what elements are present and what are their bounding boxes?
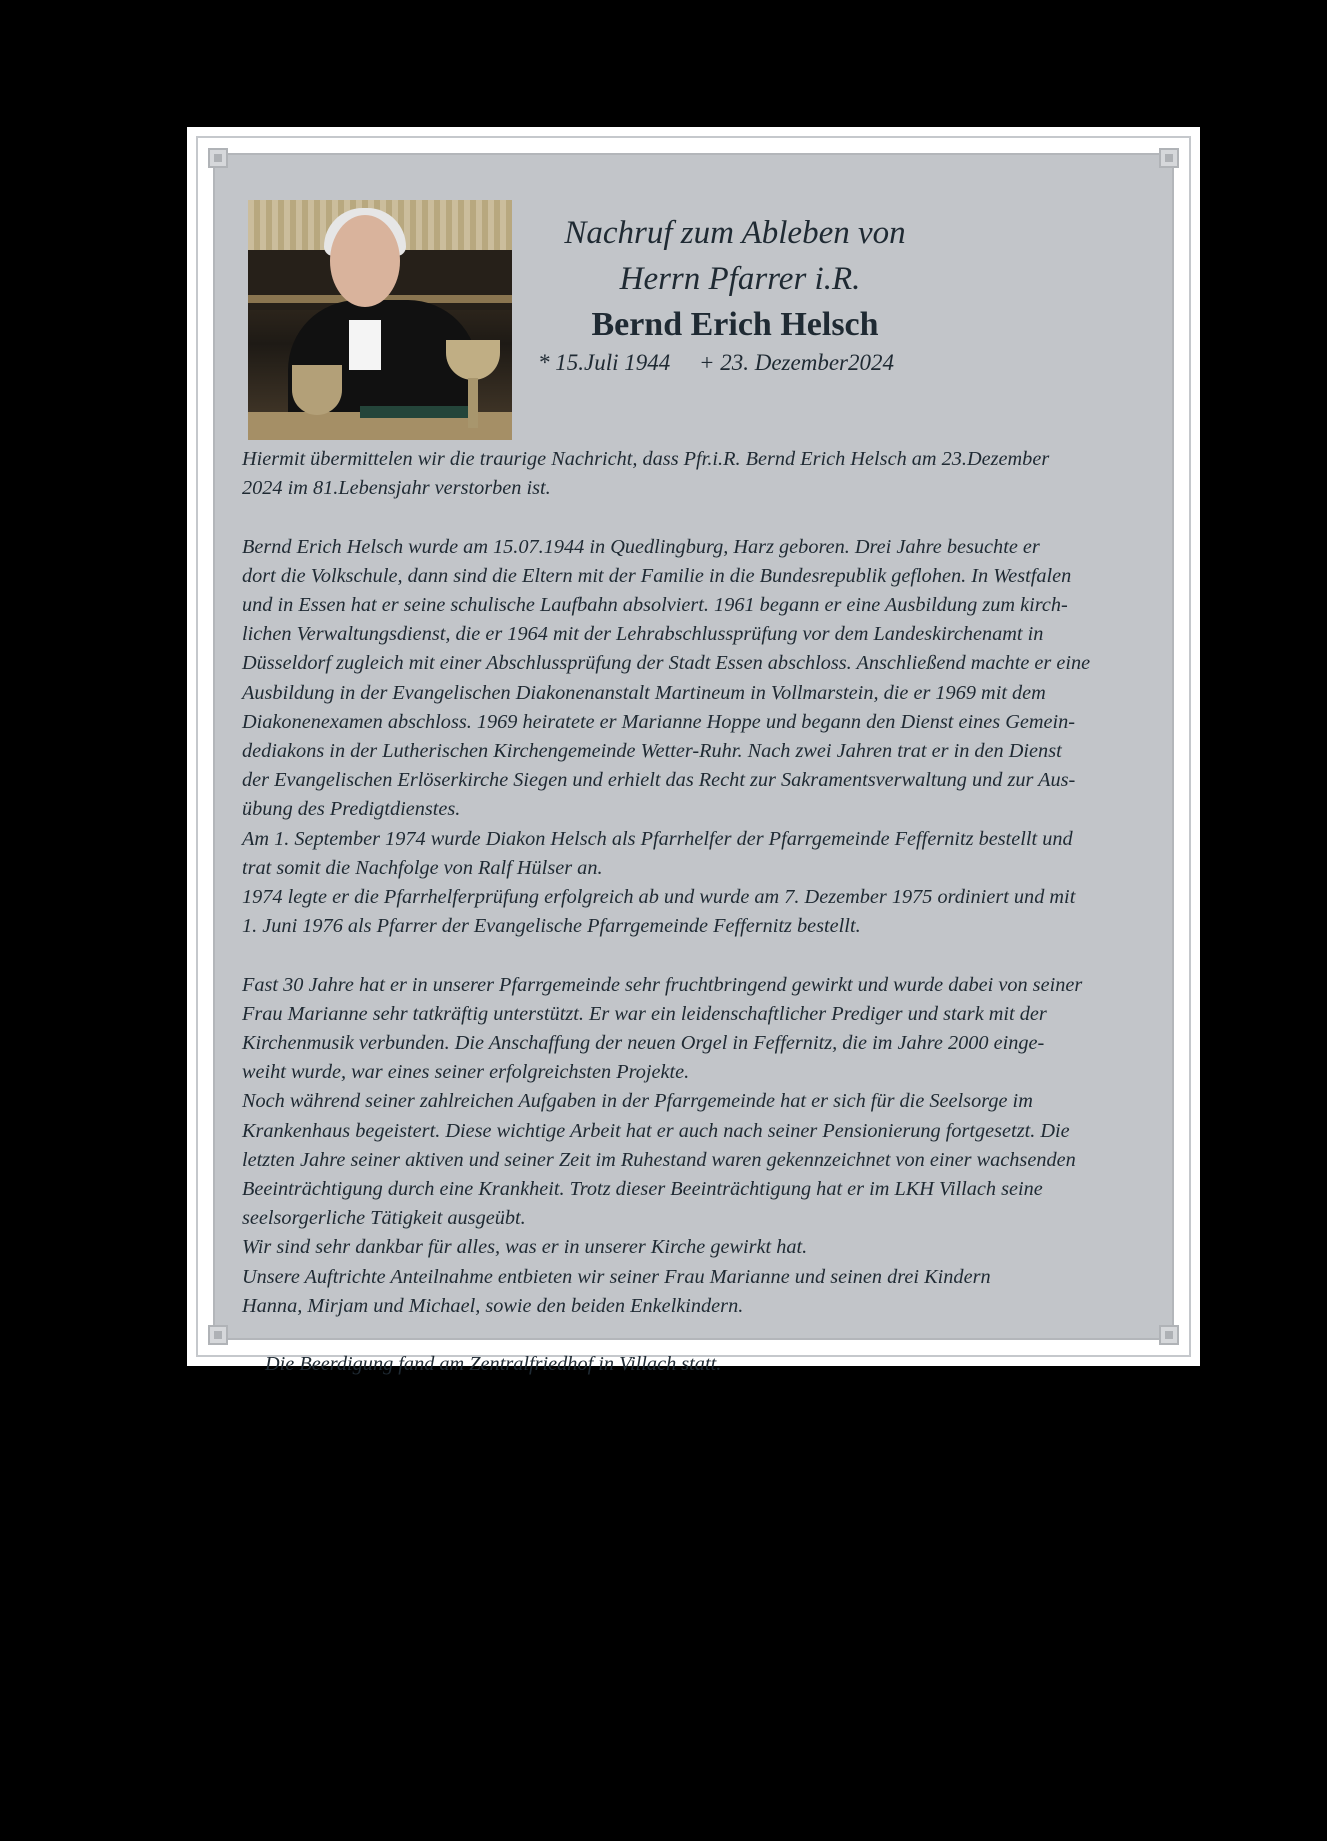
text-line: Krankenhaus begeistert. Diese wichtige Arbeit hat er auch nach seiner Pensionierung fortgesetzt. Die — [242, 1119, 1070, 1142]
decorative-frame — [196, 136, 1191, 1376]
text-line: dort die Volkschule, dann sind die Eltern mit der Familie in die Bundesrepublik geflohen. In Westfalen — [242, 564, 1072, 587]
text-line: seelsorgerliche Tätigkeit ausgeübt. — [242, 1207, 526, 1230]
funeral-note: Die Beerdigung fand am Zentralfriedhof in Villach statt. — [265, 1353, 722, 1376]
deceased-name: Bernd Erich Helsch — [591, 306, 879, 343]
obituary-panel — [213, 153, 1174, 1376]
text-line: 1974 legte er die Pfarrhelferprüfung erfolgreich ab und wurde am 7. Dezember 1975 ordiniert und mit — [242, 886, 1076, 909]
corner-ornament — [1159, 148, 1179, 168]
text-line: Bernd Erich Helsch wurde am 15.07.1944 in Quedlingburg, Harz geboren. Drei Jahre besuchte er — [242, 535, 1040, 558]
text-line: Ausbildung in der Evangelischen Diakonenanstalt Martineum in Vollmarstein, die er 1969 mit dem — [242, 681, 1046, 704]
text-line: Fast 30 Jahre hat er in unserer Pfarrgemeinde sehr fruchtbringend gewirkt und wurde dabei von seiner — [242, 973, 1083, 996]
text-line: übung des Predigtdienstes. — [242, 798, 461, 821]
corner-ornament — [208, 1325, 228, 1345]
text-line: letzten Jahre seiner aktiven und seiner Zeit im Ruhestand waren gekennzeichnet von einer wachsenden — [242, 1148, 1076, 1171]
text-line: Diakonenexamen abschloss. 1969 heiratete er Marianne Hoppe und begann den Dienst eines Gemein- — [242, 710, 1076, 733]
text-line: Frau Marianne sehr tatkräftig unterstützt. Er war ein leidenschaftlicher Prediger und stark mit der — [242, 1002, 1047, 1025]
obituary-text — [242, 445, 1207, 1379]
heading-line-2: Herrn Pfarrer i.R. — [619, 261, 861, 297]
life-dates: * 15.Juli 1944 + 23. Dezember2024 — [537, 350, 894, 375]
corner-ornament — [208, 148, 228, 168]
text-line: der Evangelischen Erlöserkirche Siegen und erhielt das Recht zur Sakramentsverwaltung und zur Aus- — [242, 769, 1076, 792]
portrait-photo — [248, 200, 512, 440]
text-line: 2024 im 81.Lebensjahr verstorben ist. — [242, 477, 551, 500]
text-line: dediakons in der Lutherischen Kirchengemeinde Wetter-Ruhr. Nach zwei Jahren trat er in den Dienst — [242, 740, 1062, 763]
obituary-card — [187, 127, 1200, 1376]
obituary-heading — [515, 210, 955, 378]
text-line: Kirchenmusik verbunden. Die Anschaffung der neuen Orgel in Feffernitz, die im Jahre 2000 einge- — [242, 1032, 1045, 1055]
text-line: Am 1. September 1974 wurde Diakon Helsch als Pfarrhelfer der Pfarrgemeinde Feffernitz bestellt und — [242, 827, 1073, 850]
text-line: und in Essen hat er seine schulische Laufbahn absolviert. 1961 begann er eine Ausbildung zum kirch- — [242, 594, 1068, 616]
text-line: Düsseldorf zugleich mit einer Abschlussprüfung der Stadt Essen abschloss. Anschließend machte er eine — [242, 652, 1091, 675]
text-line: Wir sind sehr dankbar für alles, was er in unserer Kirche gewirkt hat. — [242, 1236, 808, 1259]
text-line: Unsere Auftrichte Anteilnahme entbieten wir seiner Frau Marianne und seinen drei Kindern — [242, 1265, 991, 1288]
text-line: Noch während seiner zahlreichen Aufgaben in der Pfarrgemeinde hat er sich für die Seelsorge im — [242, 1090, 1033, 1113]
corner-ornament — [1159, 1325, 1179, 1345]
text-line: lichen Verwaltungsdienst, die er 1964 mit der Lehrabschlussprüfung vor dem Landeskirchenamt in — [242, 623, 1044, 646]
text-line: Beeinträchtigung durch eine Krankheit. Trotz dieser Beeinträchtigung hat er im LKH Villach seine — [242, 1178, 1043, 1201]
text-line: 1. Juni 1976 als Pfarrer der Evangelische Pfarrgemeinde Feffernitz bestellt. — [242, 915, 861, 938]
heading-line-1: Nachruf zum Ableben von — [564, 215, 906, 251]
text-line: weiht wurde, war eines seiner erfolgreichsten Projekte. — [242, 1061, 690, 1084]
text-line: trat somit die Nachfolge von Ralf Hülser an. — [242, 856, 603, 879]
text-line: Hiermit übermittelen wir die traurige Nachricht, dass Pfr.i.R. Bernd Erich Helsch am 23.Dezember — [242, 448, 1050, 470]
text-line: Hanna, Mirjam und Michael, sowie den beiden Enkelkindern. — [242, 1294, 744, 1317]
